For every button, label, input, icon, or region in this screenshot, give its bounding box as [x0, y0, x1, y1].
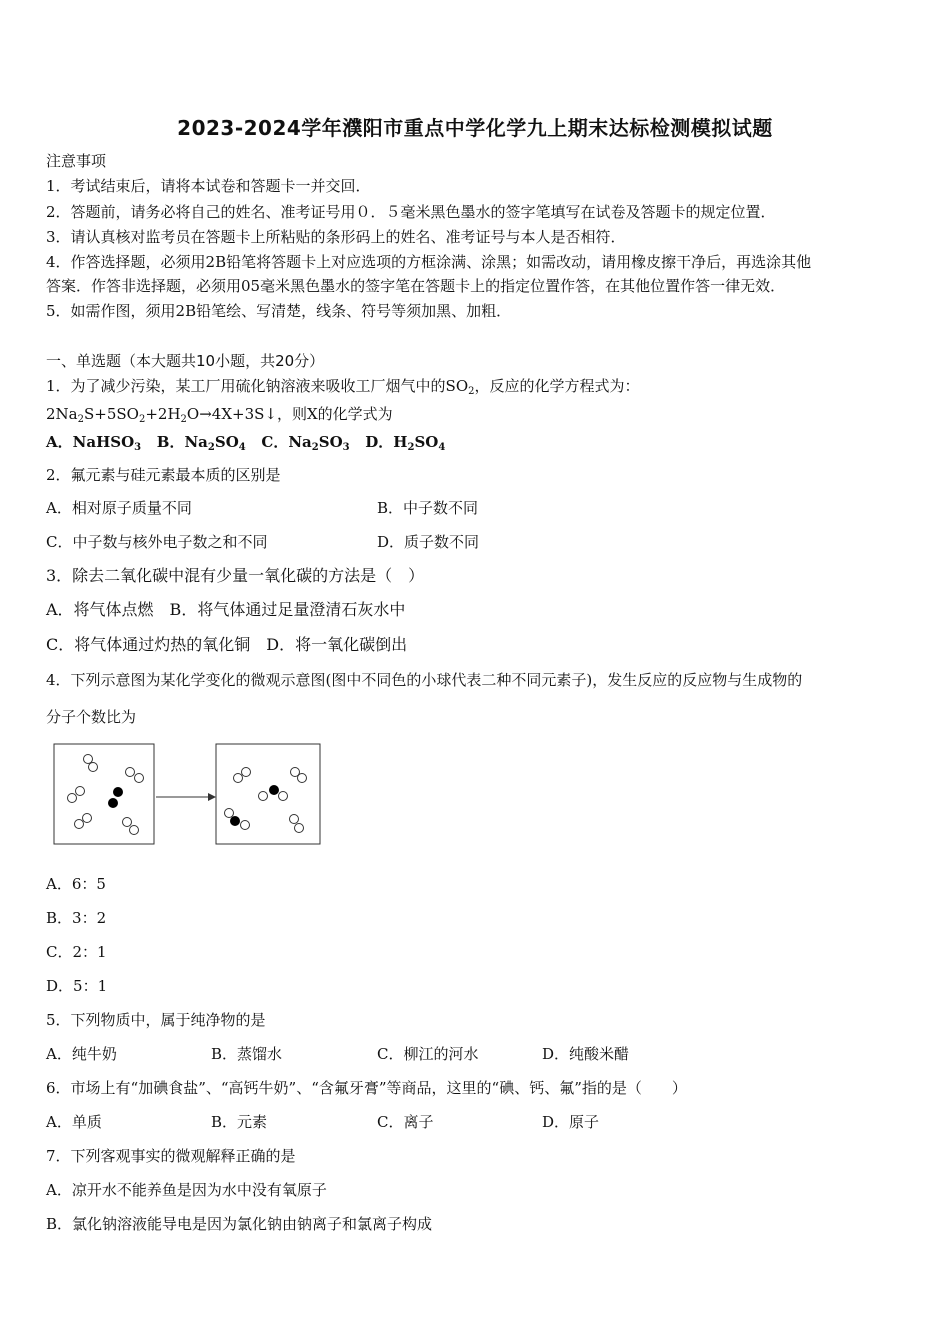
black-atom — [108, 798, 118, 808]
question-1-stem: 1．为了减少污染，某工厂用硫化钠溶液来吸收工厂烟气中的$SO_2$，反应的化学方程式为： — [46, 377, 640, 397]
black-atom — [269, 785, 279, 795]
option-d: D．原子 — [542, 1113, 600, 1131]
option-d: D．$H_2SO_4$ — [365, 433, 446, 453]
option-d: D．质子数不同 — [377, 533, 480, 551]
question-4-stem: 4．下列示意图为某化学变化的微观示意图(图中不同色的小球代表二种不同元素子)，发生反应的反应物与生成物的 — [46, 671, 803, 689]
white-atom — [130, 826, 139, 835]
product-box — [216, 744, 320, 844]
option-a: A．纯牛奶 — [46, 1045, 117, 1063]
question-1-options — [46, 432, 445, 458]
question-3-options-ab: A．将气体点燃 B．将气体通过足量澄清石灰水中 — [46, 600, 406, 619]
white-atom — [89, 763, 98, 772]
white-atom — [123, 818, 132, 827]
option-b: B．3：2 — [46, 909, 107, 927]
white-atom — [126, 768, 135, 777]
white-atom — [259, 792, 268, 801]
option-c: C．离子 — [377, 1113, 434, 1131]
white-atom — [290, 815, 299, 824]
notice-item: 4．作答选择题，必须用2B铅笔将答题卡上对应选项的方框涂满、涂黑；如需改动，请用橡皮擦干净后，再选涂其他 — [46, 253, 812, 271]
question-1-equation: $2Na_2S+5SO_2+2H_2O\to 4X+3S↓$，则X的化学式为 — [46, 405, 393, 425]
white-atom — [241, 821, 250, 830]
option-b: B．中子数不同 — [377, 499, 479, 517]
option-d: D．纯酸米醋 — [542, 1045, 630, 1063]
question-3-options-cd: C．将气体通过灼热的氧化铜 D．将一氧化碳倒出 — [46, 635, 408, 654]
white-atom — [225, 809, 234, 818]
notice-item: 5．如需作图，须用2B铅笔绘、写清楚，线条、符号等须加黑、加粗． — [46, 302, 512, 320]
white-atom — [298, 774, 307, 783]
white-atom — [83, 814, 92, 823]
page-title: 2023-2024学年濮阳市重点中学化学九上期末达标检测模拟试题 — [177, 116, 773, 140]
white-atom — [75, 820, 84, 829]
arrow-head — [208, 793, 216, 801]
option-b: B．元素 — [211, 1113, 268, 1131]
option-c: C．柳江的河水 — [377, 1045, 479, 1063]
option-c: C．2：1 — [46, 943, 107, 961]
black-atom — [230, 816, 240, 826]
option-d: D．5：1 — [46, 977, 108, 995]
option-c: C．中子数与核外电子数之和不同 — [46, 533, 268, 551]
notice-heading: 注意事项 — [46, 152, 107, 170]
notice-item: 2．答题前，请务必将自己的姓名、准考证号用０．５毫米黑色墨水的签字笔填写在试卷及答题卡的规定位置． — [46, 203, 776, 221]
notice-item: 3．请认真核对监考员在答题卡上所粘贴的条形码上的姓名、准考证号与本人是否相符． — [46, 228, 626, 246]
option-a: A．单质 — [46, 1113, 102, 1131]
question-2-stem: 2．氟元素与硅元素最本质的区别是 — [46, 466, 281, 484]
option-b: B．$Na_2SO_4$ — [156, 433, 246, 453]
option-b: B．氯化钠溶液能导电是因为氯化钠由钠离子和氯离子构成 — [46, 1215, 433, 1233]
white-atom — [242, 768, 251, 777]
option-a: A．NaHSO$_3$ — [46, 433, 142, 453]
notice-item: 1．考试结束后，请将本试卷和答题卡一并交回． — [46, 177, 371, 195]
question-4-stem-cont: 分子个数比为 — [46, 708, 137, 726]
question-7-stem: 7．下列客观事实的微观解释正确的是 — [46, 1147, 296, 1165]
white-atom — [76, 787, 85, 796]
option-b: B．蒸馏水 — [211, 1045, 283, 1063]
notice-item: 答案．作答非选择题，必须用05毫米黑色墨水的签字笔在答题卡上的指定位置作答，在其他位置作答一律无效． — [46, 277, 786, 295]
option-a: A．6：5 — [46, 875, 106, 893]
black-atom — [113, 787, 123, 797]
question-3-stem: 3．除去二氧化碳中混有少量一氧化碳的方法是（ ） — [46, 566, 425, 585]
white-atom — [84, 755, 93, 764]
option-a: A．凉开水不能养鱼是因为水中没有氧原子 — [46, 1181, 327, 1199]
white-atom — [135, 774, 144, 783]
white-atom — [234, 774, 243, 783]
white-atom — [279, 792, 288, 801]
section-heading: 一、单选题（本大题共10小题，共20分） — [46, 352, 325, 370]
white-atom — [68, 794, 77, 803]
option-c: C．$Na_2SO_3$ — [261, 433, 350, 453]
option-a: A．相对原子质量不同 — [46, 499, 192, 517]
question-6-stem: 6．市场上有“加碘食盐”、“高钙牛奶”、“含氟牙膏”等商品，这里的“碘、钙、氟”指的是（ ） — [46, 1079, 687, 1097]
question-5-stem: 5．下列物质中，属于纯净物的是 — [46, 1011, 266, 1029]
reaction-diagram — [52, 742, 327, 848]
white-atom — [295, 824, 304, 833]
